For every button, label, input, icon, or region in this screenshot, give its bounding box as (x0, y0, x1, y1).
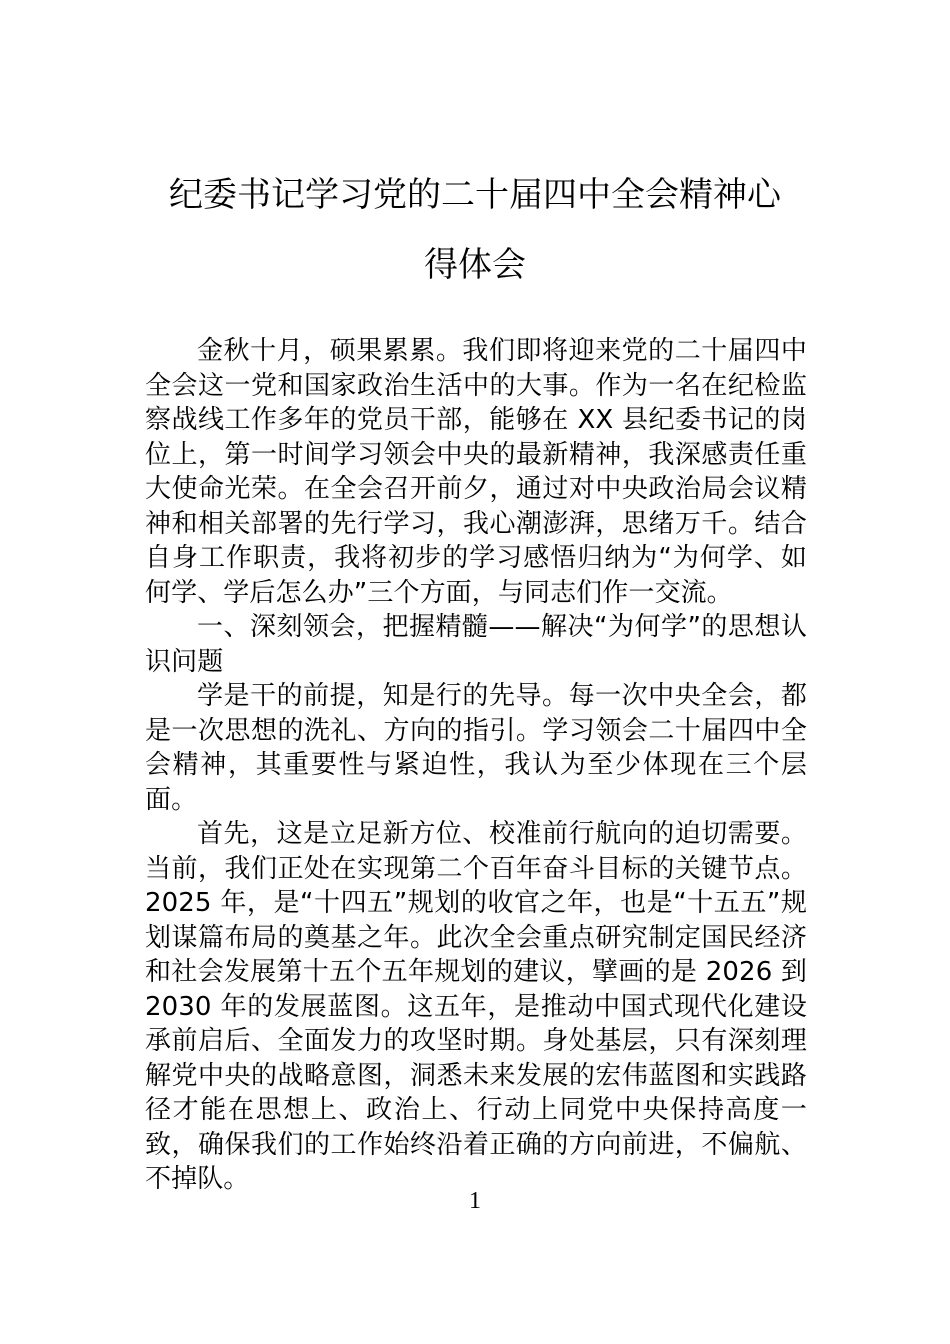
section-heading-1: 一、深刻领会，把握精髓——解决“为何学”的思想认识问题 (145, 612, 807, 677)
title-line-2: 得体会 (424, 245, 526, 285)
document-title (100, 160, 850, 300)
document-body (145, 334, 807, 1197)
paragraph: 学是干的前提，知是行的先导。每一次中央全会，都是一次思想的洗礼、方向的指引。学习领会二十届四中全会精神，其重要性与紧迫性，我认为至少体现在三个层面。 (145, 681, 807, 815)
paragraph-intro: 金秋十月，硕果累累。我们即将迎来党的二十届四中全会这一党和国家政治生活中的大事。作为一名在纪检监察战线工作多年的党员干部，能够在 XX 县纪委书记的岗位上，第一时间学习领会中央的最新精神，我深感责任重大使命光荣。在全会召开前夕，通过对中央政治局会议精神和相关部署的先行学习，我心潮澎湃，思绪万千。结合自身工作职责，我将初步的学习感悟归纳为“为何学、如何学、学后怎么办”三个方面，与同志们作一交流。 (145, 336, 807, 608)
title-line-1: 纪委书记学习党的二十届四中全会精神心 (169, 175, 781, 215)
paragraph: 首先，这是立足新方位、校准前行航向的迫切需要。当前，我们正处在实现第二个百年奋斗目标的关键节点。2025 年，是“十四五”规划的收官之年，也是“十五五”规划谋篇布局的奠基之年。此次全会重点研究制定国民经济和社会发展第十五个五年规划的建议，擘画的是 2026 到 2030 年的发展蓝图。这五年，是推动中国式现代化建设承前启后、全面发力的攻坚时期。身处基层，只有深刻理解党中央的战略意图，洞悉未来发展的宏伟蓝图和实践路径才能在思想上、政治上、行动上同党中央保持高度一致，确保我们的工作始终沿着正确的方向前进，不偏航、不掉队。 (145, 819, 807, 1194)
page-number: 1 (469, 1188, 481, 1214)
